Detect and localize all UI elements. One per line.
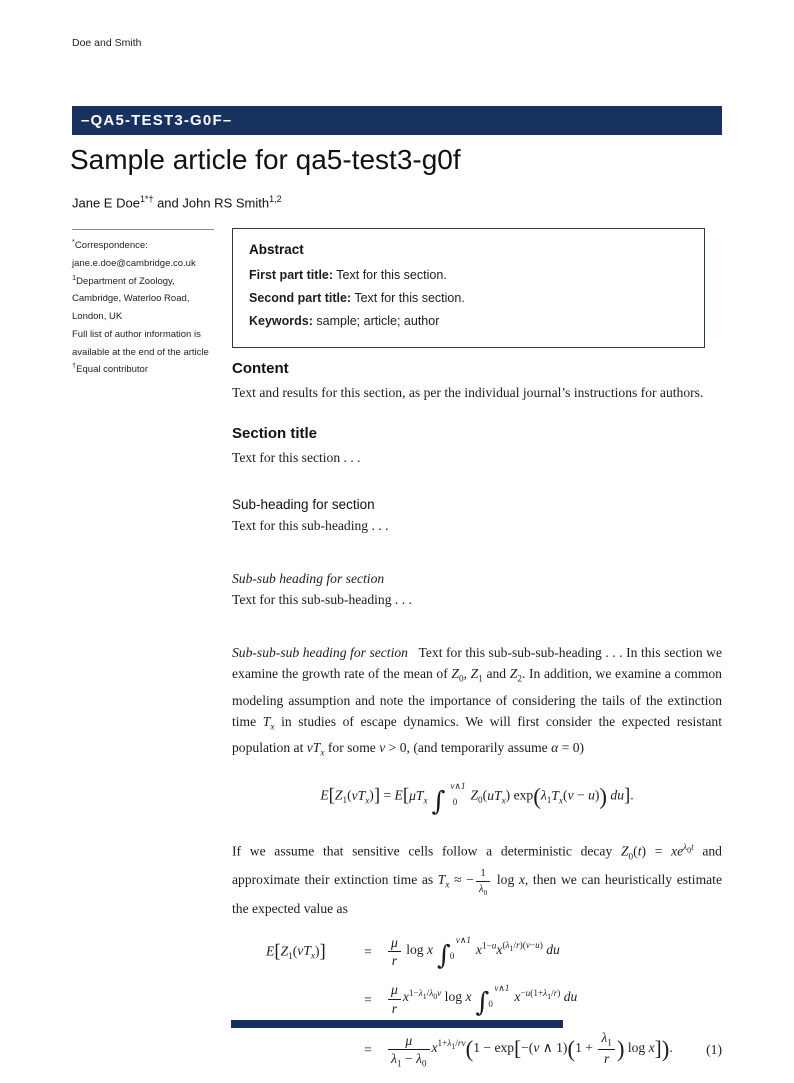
equation-row	[266, 935, 722, 970]
abstract-keywords: Keywords: sample; article; author	[249, 314, 440, 328]
equation-row	[266, 982, 722, 1017]
author-2-affiliation-marks: 1,2	[269, 194, 282, 204]
abstract-box	[232, 228, 705, 348]
subsection-paragraph: Text for this sub-heading . . .	[232, 518, 389, 533]
equals-sign: =	[364, 991, 372, 1007]
run-in-paragraph	[232, 642, 722, 764]
equation-number: (1)	[706, 1041, 722, 1057]
equals-sign: =	[364, 1041, 372, 1057]
sidebar-line: Cambridge, Waterloo Road,	[72, 293, 190, 305]
run-in-text: Text for this sub-sub-sub-heading . . . In this section we examine the growth rate of the mean of $Z_0$, $Z_1$ and $Z_2$. In addition, we examine a common modeling assumption and note the importance of considering the tails of the extinction time $T_x$ in studies of escape dynamics. We will first consider the expected resistant population at $vT_x$ for some v > 0, (and temporarily assume α = 0)	[232, 645, 722, 759]
author-2: John RS Smith	[182, 195, 270, 211]
equation-rhs: $\frac{\mu}{r}$ $x^{1-\lambda_1/\lambda_0v}$ log x ∫ v∧1 0 $x^{-u(1+\lambda_1/r)}$ du	[386, 982, 688, 1017]
section-paragraph: Text for this section . . .	[232, 450, 361, 465]
section-heading-title: Section title	[232, 425, 318, 442]
abstract-item: Second part title: Text for this section.	[249, 291, 465, 305]
equation-array	[232, 935, 722, 1070]
equals-sign: =	[364, 943, 372, 959]
sidebar-line: available at the end of the article	[72, 346, 209, 358]
content-paragraph: Text and results for this section, as per the individual journal’s instructions for authors.	[232, 385, 704, 400]
author-1-affiliation-marks: 1*†	[139, 194, 154, 204]
author-1: Jane E Doe	[72, 195, 140, 211]
decay-paragraph: If we assume that sensitive cells follow a deterministic decay $Z_0(t) = xe^{\lambda_0t}$ and approximate their extinction time as $T_x$ ≈ − $\frac{1}{\lambda_0}$ log x, then we can heuristically estimate the expected value as	[232, 842, 722, 916]
equation-rhs: $\frac{\mu}{\lambda_1 - \lambda_0}$ $x^{1+\lambda_1/rv}(1 - \exp[-(v$ ∧ 1)(1 + $\frac{\lambda_1}{r}$ ) log x]).	[386, 1030, 688, 1070]
abstract-heading: Abstract	[249, 242, 304, 257]
next-page-banner-sliver	[231, 1020, 563, 1028]
main-column	[232, 360, 722, 1083]
subsubsection-heading: Sub-sub heading for section	[232, 571, 385, 586]
article-title: Sample article for qa5-test3-g0f	[70, 144, 461, 175]
correspondence-sidebar	[72, 229, 214, 377]
sidebar-line: London, UK	[72, 311, 123, 323]
author-line	[72, 194, 282, 210]
subsection-heading: Sub-heading for section	[232, 497, 375, 512]
equation-rhs: $\frac{\mu}{r}$ log x ∫ v∧1 0 $x^{1-u}x^{(\lambda_1/r)(v-u)}$ du	[386, 935, 688, 970]
subsubsection-paragraph: Text for this sub-sub-heading . . .	[232, 592, 412, 607]
sidebar-line: Full list of author information is	[72, 328, 201, 340]
sidebar-line: *Correspondence:	[72, 237, 148, 252]
running-header: Doe and Smith	[72, 37, 142, 49]
equation-row	[266, 1030, 722, 1070]
author-connector: and	[153, 195, 183, 211]
display-equation: $E[Z_1(vT_x)] = E[\mu T_x$ ∫ v∧1 0 $Z_0(uT_x) \exp(\lambda_1T_x(v - u))$ du].	[320, 780, 634, 817]
section-heading-content: Content	[232, 360, 289, 377]
sidebar-line: $^1$Department of Zoology,	[72, 272, 175, 287]
abstract-item: First part title: Text for this section.	[249, 268, 447, 282]
equation-lhs: $E[Z_1(vT_x)]$	[266, 940, 326, 962]
sidebar-line-email: jane.e.doe@cambridge.co.uk	[72, 257, 196, 269]
sidebar-line: †Equal contributor	[72, 361, 148, 376]
run-in-heading: Sub-sub-sub heading for section	[232, 645, 408, 660]
article-id-banner: –QA5-TEST3-G0F–	[72, 106, 722, 135]
